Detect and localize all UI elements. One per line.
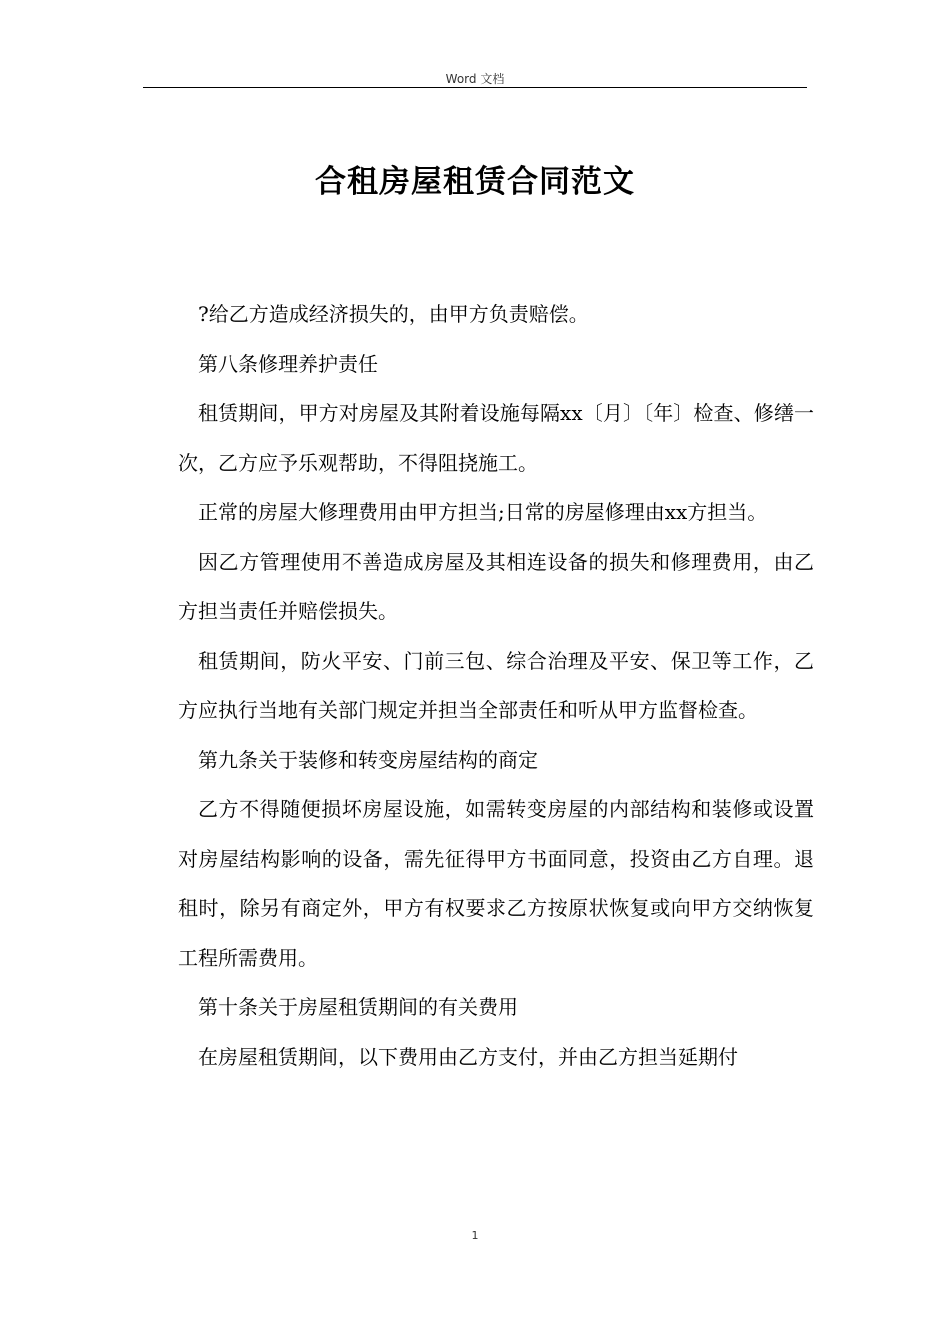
paragraph-inspection: 租赁期间，甲方对房屋及其附着设施每隔xx〔月〕〔年〕检查、修缮一次，乙方应予乐观帮助，不得阻挠施工。 (178, 401, 814, 475)
heading-article-8: 第八条修理养护责任 (198, 351, 378, 376)
document-title: 合租房屋租赁合同范文 (315, 164, 635, 200)
paragraph-fees: 在房屋租赁期间，以下费用由乙方支付，并由乙方担当延期付 (198, 1044, 738, 1069)
heading-article-10: 第十条关于房屋租赁期间的有关费用 (198, 995, 518, 1019)
page-header: Word 文档 (445, 72, 505, 86)
paragraph-renovation: 乙方不得随便损坏房屋设施，如需转变房屋的内部结构和装修或设置对房屋结构影响的设备，需先征得甲方书面同意，投资由乙方自理。退租时，除另有商定外，甲方有权要求乙方按原状恢复或向甲方交纳恢复工程所需费用。 (178, 797, 814, 970)
page-number: 1 (471, 1229, 479, 1242)
paragraph-fire-safety: 租赁期间，防火平安、门前三包、综合治理及平安、保卫等工作，乙方应执行当地有关部门规定并担当全部责任和听从甲方监督检查。 (178, 648, 814, 722)
paragraph-tenant-liability: 因乙方管理使用不善造成房屋及其相连设备的损失和修理费用，由乙方担当责任并赔偿损失。 (178, 549, 814, 623)
document-body (178, 290, 814, 1082)
heading-article-9: 第九条关于装修和转变房屋结构的商定 (198, 747, 538, 772)
header-divider (143, 87, 807, 88)
paragraph-damages: ?给乙方造成经济损失的，由甲方负责赔偿。 (198, 302, 589, 326)
paragraph-repair-costs: 正常的房屋大修理费用由甲方担当;日常的房屋修理由xx方担当。 (198, 500, 768, 524)
